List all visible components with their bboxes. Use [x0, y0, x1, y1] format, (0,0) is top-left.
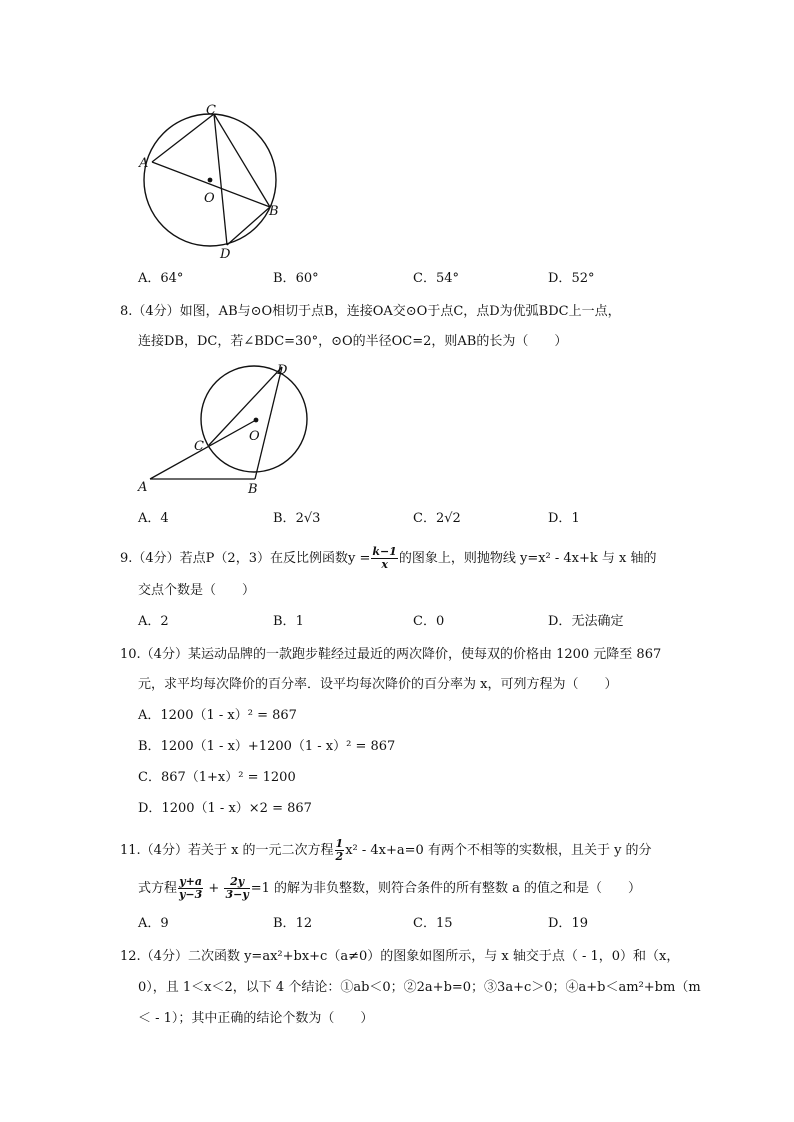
label-C: C — [206, 103, 216, 118]
label-A: A — [139, 156, 149, 171]
q10-stem-line2: 元，求平均每次降价的百分率．设平均每次降价的百分率为 x，可列方程为（ ） — [138, 677, 618, 692]
q11-fraction-half: $\frac{1}{2}$ — [335, 837, 344, 863]
q7-circle-figure — [130, 96, 290, 266]
label-D: D — [277, 363, 288, 378]
q12-stem-line3: ＜ - 1）；其中正确的结论个数为（ ） — [138, 1011, 374, 1026]
q10-option-c: C．867（1+x）² = 1200 — [138, 770, 296, 785]
label-O: O — [204, 191, 215, 206]
q9-fraction: $\frac{k-1}{x}$ — [372, 545, 397, 571]
label-O: O — [249, 429, 260, 444]
q9-option-c: C．0 — [413, 614, 445, 629]
label-C: C — [194, 439, 204, 454]
q7-option-a: A．64° — [138, 271, 184, 286]
q11-stem-line1: 11.（4分）若关于 x 的一元二次方程 $\frac{1}{2}$ x² - 4x+a=0 有两个不相等的实数根，且关于 y 的分 — [120, 837, 652, 863]
q9-option-b: B．1 — [273, 614, 304, 629]
q8-option-a: A．4 — [138, 511, 169, 526]
q8-option-d: D．1 — [548, 511, 580, 526]
q9-stem-line1: 9.（4分）若点P（2，3）在反比例函数y = $\frac{k-1}{x}$ 的图象上，则抛物线 y=x² - 4x+k 与 x 轴的 — [120, 545, 657, 571]
q11-option-b: B．12 — [273, 916, 313, 931]
q9-option-a: A．2 — [138, 614, 169, 629]
q11-option-c: C．15 — [413, 916, 453, 931]
label-B: B — [248, 482, 258, 497]
q10-option-d: D．1200（1 - x）×2 = 867 — [138, 801, 312, 816]
q7-option-c: C．54° — [413, 271, 459, 286]
q12-stem-line2: 0），且 1＜x＜2，以下 4 个结论：①ab＜0；②2a+b=0；③3a+c＞0；④a+b＜am²+bm（m — [138, 980, 701, 995]
q8-stem-line1: 8.（4分）如图，AB与⊙O相切于点B，连接OA交⊙O于点C，点D为优弧BDC上一点， — [120, 304, 621, 319]
q11-option-a: A．9 — [138, 916, 169, 931]
q11-option-d: D．19 — [548, 916, 588, 931]
q11-stem-line2: 式方程 $\frac{y+a}{y-3}$ + $\frac{2y}{3-y}$ =1 的解为非负整数，则符合条件的所有整数 a 的值之和是（ ） — [138, 875, 642, 901]
q7-option-b: B．60° — [273, 271, 319, 286]
q8-circle-figure — [130, 360, 320, 500]
q8-stem-line2: 连接DB，DC，若∠BDC=30°，⊙O的半径OC=2，则AB的长为（ ） — [138, 334, 568, 349]
q8-option-c: C．2√2 — [413, 511, 461, 526]
label-A: A — [138, 480, 148, 495]
q9-stem-line2: 交点个数是（ ） — [138, 583, 256, 598]
q7-option-d: D．52° — [548, 271, 595, 286]
q11-fraction-2: $\frac{2y}{3-y}$ — [225, 875, 249, 901]
label-D: D — [220, 247, 231, 262]
q10-option-b: B．1200（1 - x）+1200（1 - x）² = 867 — [138, 739, 396, 754]
q8-option-b: B．2√3 — [273, 511, 321, 526]
q10-option-a: A．1200（1 - x）² = 867 — [138, 708, 297, 723]
q11-fraction-1: $\frac{y+a}{y-3}$ — [179, 875, 203, 901]
label-B: B — [269, 204, 279, 219]
q10-stem-line1: 10.（4分）某运动品牌的一款跑步鞋经过最近的两次降价，使每双的价格由 1200 元降至 867 — [120, 647, 662, 662]
q12-stem-line1: 12.（4分）二次函数 y=ax²+bx+c（a≠0）的图象如图所示，与 x 轴交于点（ - 1，0）和（x， — [120, 949, 680, 964]
q9-option-d: D．无法确定 — [548, 614, 624, 629]
